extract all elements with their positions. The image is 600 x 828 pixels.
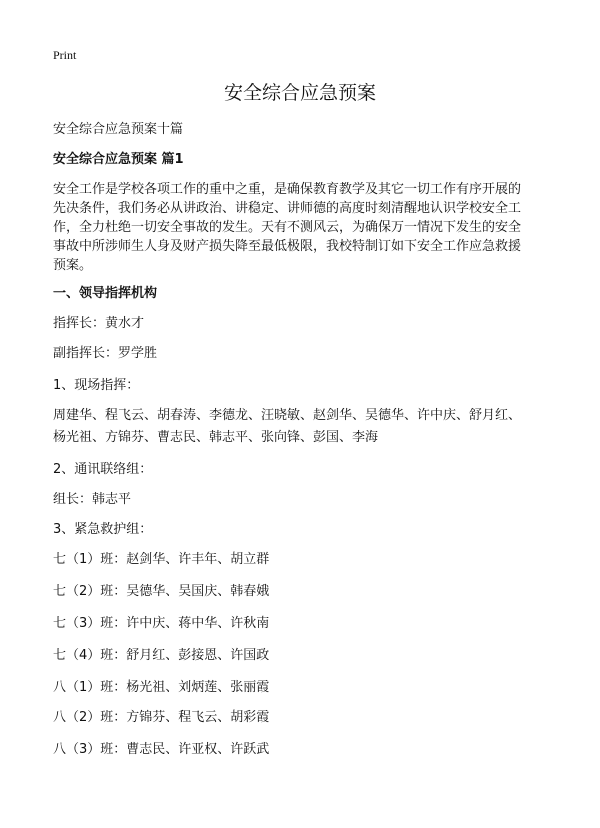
onsite-names-line: 杨光祖、方锦芬、曹志民、韩志平、张向锋、彭国、李海 bbox=[53, 430, 379, 445]
intro-line: 预案。 bbox=[53, 258, 93, 273]
intro-paragraph bbox=[53, 180, 553, 275]
onsite-command-heading: 1、现场指挥： bbox=[53, 378, 140, 393]
intro-line: 安全工作是学校各项工作的重中之重，是确保教育教学及其它一切工作有序开展的 bbox=[53, 182, 522, 197]
document-title: 安全综合应急预案 bbox=[223, 82, 376, 104]
intro-line: 先决条件，我们务必从讲政治、讲稳定、讲师德的高度时刻清醒地认识学校安全工 bbox=[53, 201, 522, 216]
intro-line: 事故中所涉师生人身及财产损失降至最低极限，我校特制订如下安全工作应急救援 bbox=[53, 239, 522, 254]
heading-leadership: 一、领导指挥机构 bbox=[53, 286, 158, 301]
comms-group-leader: 组长：韩志平 bbox=[53, 492, 132, 507]
commander-line: 指挥长：黄水才 bbox=[53, 316, 145, 331]
onsite-names-line: 周建华、程飞云、胡春涛、李德龙、汪晓敏、赵剑华、吴德华、许中庆、舒月红、 bbox=[53, 408, 522, 423]
rescue-class-line: 七（3）班：许中庆、蒋中华、许秋南 bbox=[53, 616, 270, 631]
rescue-class-line: 八（1）班：杨光祖、刘炳莲、张丽霞 bbox=[53, 680, 270, 695]
document-subtitle: 安全综合应急预案十篇 bbox=[53, 122, 184, 137]
rescue-class-line: 八（3）班：曹志民、许亚权、许跃武 bbox=[53, 742, 270, 757]
rescue-class-line: 八（2）班：方锦芬、程飞云、胡彩霞 bbox=[53, 710, 270, 725]
rescue-class-line: 七（4）班：舒月红、彭接恩、许国政 bbox=[53, 648, 270, 663]
rescue-group-heading: 3、紧急救护组： bbox=[53, 522, 153, 537]
section-title: 安全综合应急预案 篇1 bbox=[53, 152, 184, 167]
rescue-class-line: 七（2）班：吴德华、吴国庆、韩春娥 bbox=[53, 584, 270, 599]
rescue-class-line: 七（1）班：赵剑华、许丰年、胡立群 bbox=[53, 552, 270, 567]
vice-commander-line: 副指挥长：罗学胜 bbox=[53, 346, 158, 361]
intro-line: 作，全力杜绝一切安全事故的发生。天有不测风云，为确保万一情况下发生的安全 bbox=[53, 220, 522, 235]
comms-group-heading: 2、通讯联络组： bbox=[53, 462, 153, 477]
print-label[interactable]: Print bbox=[53, 48, 77, 62]
